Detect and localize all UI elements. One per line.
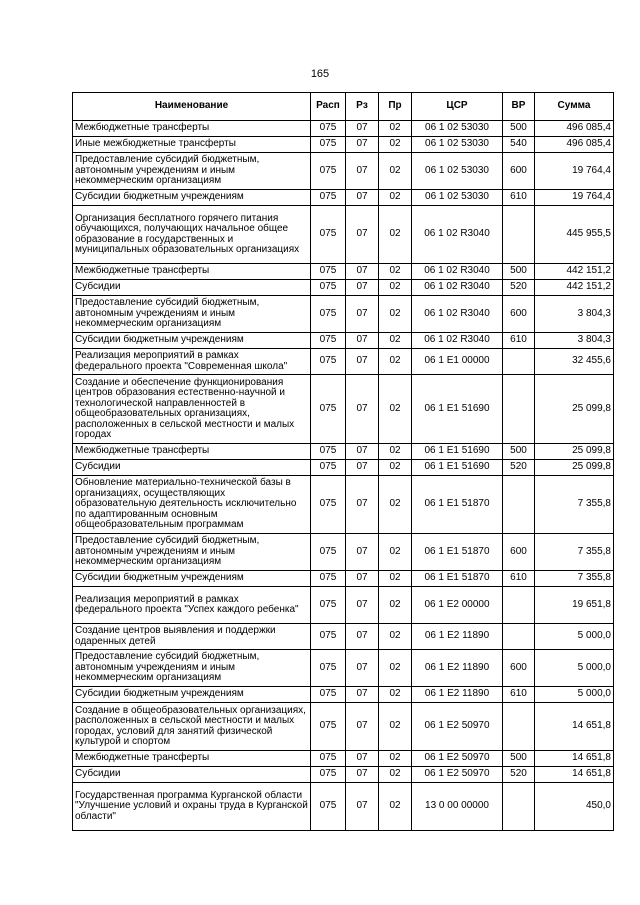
column-header-name: Наименование [73, 93, 311, 121]
row-sum: 442 151,2 [535, 280, 614, 296]
row-csr: 06 1 02 R3040 [412, 333, 503, 349]
column-header-sum: Сумма [535, 93, 614, 121]
row-name: Создание в общеобразовательных организациях, расположенных в сельской местности и малых городах, условий для занятий физической культурой и спортом [73, 703, 311, 751]
row-rz: 07 [346, 624, 379, 650]
row-sum: 5 000,0 [535, 687, 614, 703]
table-row [73, 687, 614, 703]
row-sum: 7 355,8 [535, 476, 614, 534]
row-name: Субсидии бюджетным учреждениям [73, 190, 311, 206]
page-number: 165 [310, 68, 330, 80]
table-row [73, 476, 614, 534]
row-sum: 19 764,4 [535, 190, 614, 206]
table-row [73, 264, 614, 280]
row-vr [503, 206, 535, 264]
row-rz: 07 [346, 349, 379, 375]
row-name: Межбюджетные трансферты [73, 121, 311, 137]
row-csr: 06 1 02 R3040 [412, 206, 503, 264]
table-row [73, 190, 614, 206]
row-pr: 02 [379, 571, 412, 587]
row-csr: 06 1 E2 50970 [412, 767, 503, 783]
row-rasp: 075 [311, 121, 346, 137]
row-rasp: 075 [311, 444, 346, 460]
row-vr: 610 [503, 333, 535, 349]
row-name: Субсидии [73, 460, 311, 476]
row-vr: 500 [503, 751, 535, 767]
row-csr: 06 1 E1 51690 [412, 375, 503, 444]
row-rz: 07 [346, 206, 379, 264]
table-row [73, 444, 614, 460]
row-rz: 07 [346, 783, 379, 831]
row-rasp: 075 [311, 264, 346, 280]
row-name: Создание и обеспечение функционирования центров образования естественно-научной и технологической направленностей в общеобразовательных организациях, расположенных в сельской местности и малых городах [73, 375, 311, 444]
table-row [73, 534, 614, 571]
row-name: Субсидии бюджетным учреждениям [73, 571, 311, 587]
table-header-row [73, 93, 614, 121]
row-pr: 02 [379, 534, 412, 571]
row-sum: 442 151,2 [535, 264, 614, 280]
row-rasp: 075 [311, 296, 346, 333]
row-csr: 06 1 E1 51870 [412, 534, 503, 571]
row-rz: 07 [346, 264, 379, 280]
row-rasp: 075 [311, 206, 346, 264]
row-pr: 02 [379, 444, 412, 460]
row-rz: 07 [346, 333, 379, 349]
row-rasp: 075 [311, 751, 346, 767]
row-rz: 07 [346, 571, 379, 587]
row-csr: 06 1 02 53030 [412, 137, 503, 153]
table-row [73, 460, 614, 476]
row-name: Обновление материально-технической базы в организациях, осуществляющих образовательную деятельность исключительно по адаптированным основным общеобразовательным программам [73, 476, 311, 534]
table-row [73, 587, 614, 624]
row-rasp: 075 [311, 349, 346, 375]
row-rasp: 075 [311, 333, 346, 349]
row-rz: 07 [346, 296, 379, 333]
row-name: Предоставление субсидий бюджетным, автономным учреждениям и иным некоммерческим организациям [73, 296, 311, 333]
row-sum: 3 804,3 [535, 333, 614, 349]
row-pr: 02 [379, 121, 412, 137]
row-sum: 14 651,8 [535, 751, 614, 767]
row-rz: 07 [346, 767, 379, 783]
row-rz: 07 [346, 587, 379, 624]
row-vr: 610 [503, 687, 535, 703]
row-rasp: 075 [311, 624, 346, 650]
row-rasp: 075 [311, 687, 346, 703]
table-row [73, 703, 614, 751]
row-pr: 02 [379, 587, 412, 624]
row-vr: 610 [503, 190, 535, 206]
row-pr: 02 [379, 476, 412, 534]
row-csr: 06 1 02 R3040 [412, 280, 503, 296]
row-sum: 3 804,3 [535, 296, 614, 333]
table-row [73, 137, 614, 153]
row-vr [503, 375, 535, 444]
row-sum: 450,0 [535, 783, 614, 831]
row-csr: 06 1 E1 00000 [412, 349, 503, 375]
row-pr: 02 [379, 137, 412, 153]
row-rz: 07 [346, 687, 379, 703]
row-pr: 02 [379, 767, 412, 783]
table-row [73, 571, 614, 587]
row-csr: 06 1 E2 50970 [412, 751, 503, 767]
row-sum: 5 000,0 [535, 624, 614, 650]
row-rasp: 075 [311, 153, 346, 190]
row-csr: 06 1 E2 11890 [412, 687, 503, 703]
row-rasp: 075 [311, 767, 346, 783]
row-vr: 520 [503, 280, 535, 296]
row-pr: 02 [379, 687, 412, 703]
row-csr: 06 1 02 53030 [412, 121, 503, 137]
row-rasp: 075 [311, 375, 346, 444]
row-vr: 610 [503, 571, 535, 587]
row-csr: 13 0 00 00000 [412, 783, 503, 831]
row-sum: 14 651,8 [535, 767, 614, 783]
row-vr [503, 349, 535, 375]
row-vr [503, 476, 535, 534]
row-rasp: 075 [311, 587, 346, 624]
table-row [73, 280, 614, 296]
table-row [73, 375, 614, 444]
column-header-rz: Рз [346, 93, 379, 121]
row-name: Предоставление субсидий бюджетным, автономным учреждениям и иным некоммерческим организациям [73, 650, 311, 687]
row-pr: 02 [379, 703, 412, 751]
row-name: Реализация мероприятий в рамках федерального проекта "Успех каждого ребенка" [73, 587, 311, 624]
row-name: Организация бесплатного горячего питания обучающихся, получающих начальное общее образование в государственных и муниципальных образовательных организациях [73, 206, 311, 264]
row-csr: 06 1 E2 11890 [412, 650, 503, 687]
row-name: Субсидии бюджетным учреждениям [73, 333, 311, 349]
row-pr: 02 [379, 190, 412, 206]
row-vr: 540 [503, 137, 535, 153]
row-pr: 02 [379, 375, 412, 444]
row-rasp: 075 [311, 650, 346, 687]
row-vr [503, 703, 535, 751]
table-row [73, 751, 614, 767]
row-pr: 02 [379, 460, 412, 476]
row-sum: 496 085,4 [535, 137, 614, 153]
table-row [73, 296, 614, 333]
row-rz: 07 [346, 121, 379, 137]
row-csr: 06 1 E1 51870 [412, 571, 503, 587]
row-name: Субсидии [73, 280, 311, 296]
row-vr: 500 [503, 444, 535, 460]
row-vr: 600 [503, 296, 535, 333]
row-pr: 02 [379, 624, 412, 650]
table-row [73, 767, 614, 783]
row-rz: 07 [346, 534, 379, 571]
row-pr: 02 [379, 280, 412, 296]
row-rasp: 075 [311, 783, 346, 831]
row-name: Субсидии [73, 767, 311, 783]
row-pr: 02 [379, 751, 412, 767]
row-vr: 520 [503, 460, 535, 476]
table-row [73, 783, 614, 831]
row-csr: 06 1 E1 51870 [412, 476, 503, 534]
row-sum: 496 085,4 [535, 121, 614, 137]
row-rz: 07 [346, 476, 379, 534]
row-sum: 19 651,8 [535, 587, 614, 624]
row-name: Межбюджетные трансферты [73, 264, 311, 280]
row-vr: 500 [503, 264, 535, 280]
row-name: Межбюджетные трансферты [73, 444, 311, 460]
row-rasp: 075 [311, 703, 346, 751]
row-rasp: 075 [311, 280, 346, 296]
row-sum: 25 099,8 [535, 460, 614, 476]
row-sum: 445 955,5 [535, 206, 614, 264]
row-name: Предоставление субсидий бюджетным, автономным учреждениям и иным некоммерческим организациям [73, 534, 311, 571]
row-sum: 25 099,8 [535, 444, 614, 460]
row-name: Создание центров выявления и поддержки одаренных детей [73, 624, 311, 650]
row-pr: 02 [379, 264, 412, 280]
table-row [73, 333, 614, 349]
row-vr: 600 [503, 650, 535, 687]
row-csr: 06 1 E1 51690 [412, 444, 503, 460]
row-sum: 5 000,0 [535, 650, 614, 687]
column-header-csr: ЦСР [412, 93, 503, 121]
row-csr: 06 1 02 R3040 [412, 264, 503, 280]
row-rz: 07 [346, 190, 379, 206]
row-pr: 02 [379, 206, 412, 264]
row-name: Субсидии бюджетным учреждениям [73, 687, 311, 703]
row-name: Иные межбюджетные трансферты [73, 137, 311, 153]
row-sum: 19 764,4 [535, 153, 614, 190]
row-csr: 06 1 E2 50970 [412, 703, 503, 751]
row-pr: 02 [379, 349, 412, 375]
row-rasp: 075 [311, 476, 346, 534]
column-header-pr: Пр [379, 93, 412, 121]
row-rz: 07 [346, 153, 379, 190]
row-vr: 600 [503, 534, 535, 571]
row-name: Реализация мероприятий в рамках федерального проекта "Современная школа" [73, 349, 311, 375]
row-sum: 7 355,8 [535, 534, 614, 571]
table-row [73, 153, 614, 190]
row-sum: 32 455,6 [535, 349, 614, 375]
row-csr: 06 1 E1 51690 [412, 460, 503, 476]
row-rasp: 075 [311, 190, 346, 206]
row-vr: 600 [503, 153, 535, 190]
row-rz: 07 [346, 280, 379, 296]
row-rasp: 075 [311, 460, 346, 476]
row-sum: 14 651,8 [535, 703, 614, 751]
row-csr: 06 1 E2 11890 [412, 624, 503, 650]
row-rasp: 075 [311, 534, 346, 571]
column-header-rasp: Расп [311, 93, 346, 121]
row-pr: 02 [379, 333, 412, 349]
row-name: Межбюджетные трансферты [73, 751, 311, 767]
row-rz: 07 [346, 751, 379, 767]
row-csr: 06 1 02 53030 [412, 190, 503, 206]
row-rasp: 075 [311, 137, 346, 153]
row-name: Государственная программа Курганской области "Улучшение условий и охраны труда в Курганской области" [73, 783, 311, 831]
table-row [73, 121, 614, 137]
row-pr: 02 [379, 296, 412, 333]
row-sum: 25 099,8 [535, 375, 614, 444]
row-pr: 02 [379, 153, 412, 190]
row-sum: 7 355,8 [535, 571, 614, 587]
row-rz: 07 [346, 444, 379, 460]
row-vr: 500 [503, 121, 535, 137]
row-vr [503, 587, 535, 624]
table-row [73, 206, 614, 264]
column-header-vr: ВР [503, 93, 535, 121]
row-rz: 07 [346, 703, 379, 751]
row-vr [503, 624, 535, 650]
row-pr: 02 [379, 783, 412, 831]
table-row [73, 349, 614, 375]
row-rz: 07 [346, 650, 379, 687]
row-pr: 02 [379, 650, 412, 687]
row-csr: 06 1 02 R3040 [412, 296, 503, 333]
row-csr: 06 1 02 53030 [412, 153, 503, 190]
row-rz: 07 [346, 460, 379, 476]
row-rz: 07 [346, 137, 379, 153]
table-row [73, 650, 614, 687]
row-rasp: 075 [311, 571, 346, 587]
row-rz: 07 [346, 375, 379, 444]
budget-table [72, 92, 614, 831]
row-name: Предоставление субсидий бюджетным, автономным учреждениям и иным некоммерческим организациям [73, 153, 311, 190]
row-vr: 520 [503, 767, 535, 783]
row-csr: 06 1 E2 00000 [412, 587, 503, 624]
table-row [73, 624, 614, 650]
row-vr [503, 783, 535, 831]
